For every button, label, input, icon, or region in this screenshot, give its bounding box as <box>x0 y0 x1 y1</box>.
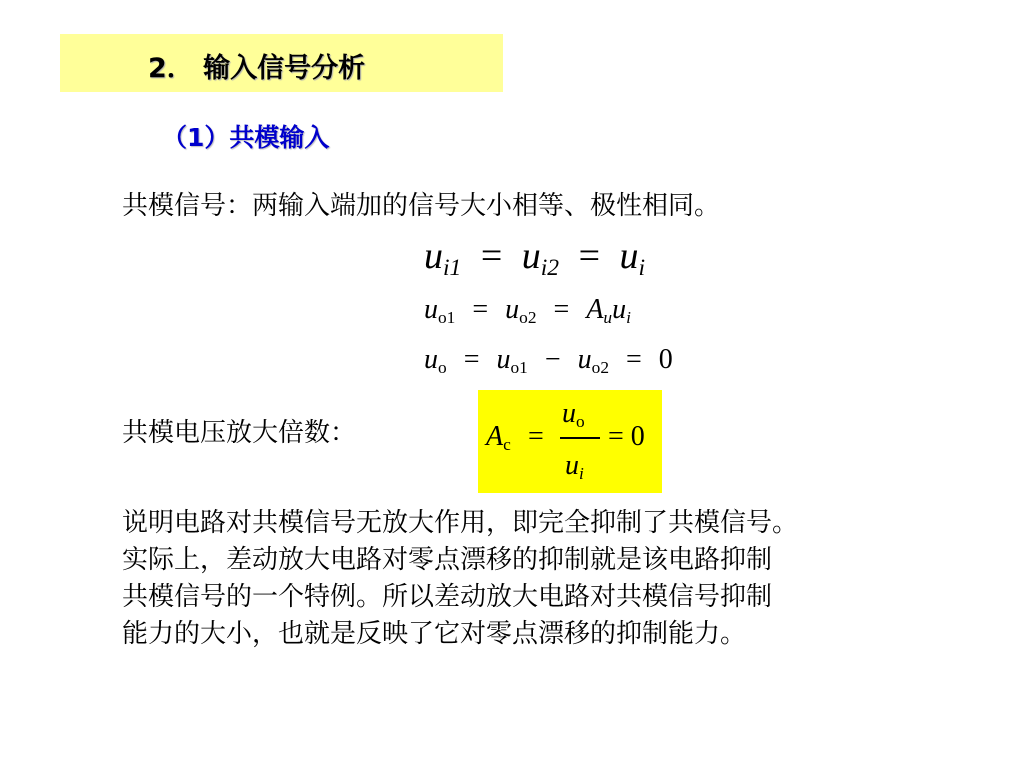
common-mode-definition: 共模信号：两输入端加的信号大小相等、极性相同。 <box>122 191 721 221</box>
section-subtitle: （1）共模输入 <box>162 123 330 152</box>
gain-equals: = <box>528 421 544 452</box>
equation-input-equal: $u_{i1} = u_{i2} = u_i$ <box>424 235 646 282</box>
explanation-line: 能力的大小，也就是反映了它对零点漂移的抑制能力。 <box>122 619 747 649</box>
gain-label: 共模电压放大倍数： <box>122 418 357 448</box>
slide-title: 2． 输入信号分析 <box>148 53 366 84</box>
explanation-line: 说明电路对共模信号无放大作用，即完全抑制了共模信号。 <box>122 508 799 538</box>
explanation-line: 共模信号的一个特例。所以差动放大电路对共模信号抑制 <box>122 582 773 612</box>
gain-symbol: $A_c$ <box>486 421 511 455</box>
fraction-bar <box>560 437 600 439</box>
equation-output-equal: $u_{o1} = u_{o2} = A_uu_i$ <box>424 294 631 328</box>
explanation-paragraph <box>122 505 798 653</box>
gain-numerator: $u_o$ <box>562 398 585 432</box>
explanation-line: 实际上，差动放大电路对零点漂移的抑制就是该电路抑制 <box>122 545 773 575</box>
gain-denominator: $u_i$ <box>565 450 584 484</box>
gain-result: = 0 <box>608 421 645 452</box>
equation-output-difference: $u_o = u_{o1} - u_{o2} = 0$ <box>424 344 673 378</box>
